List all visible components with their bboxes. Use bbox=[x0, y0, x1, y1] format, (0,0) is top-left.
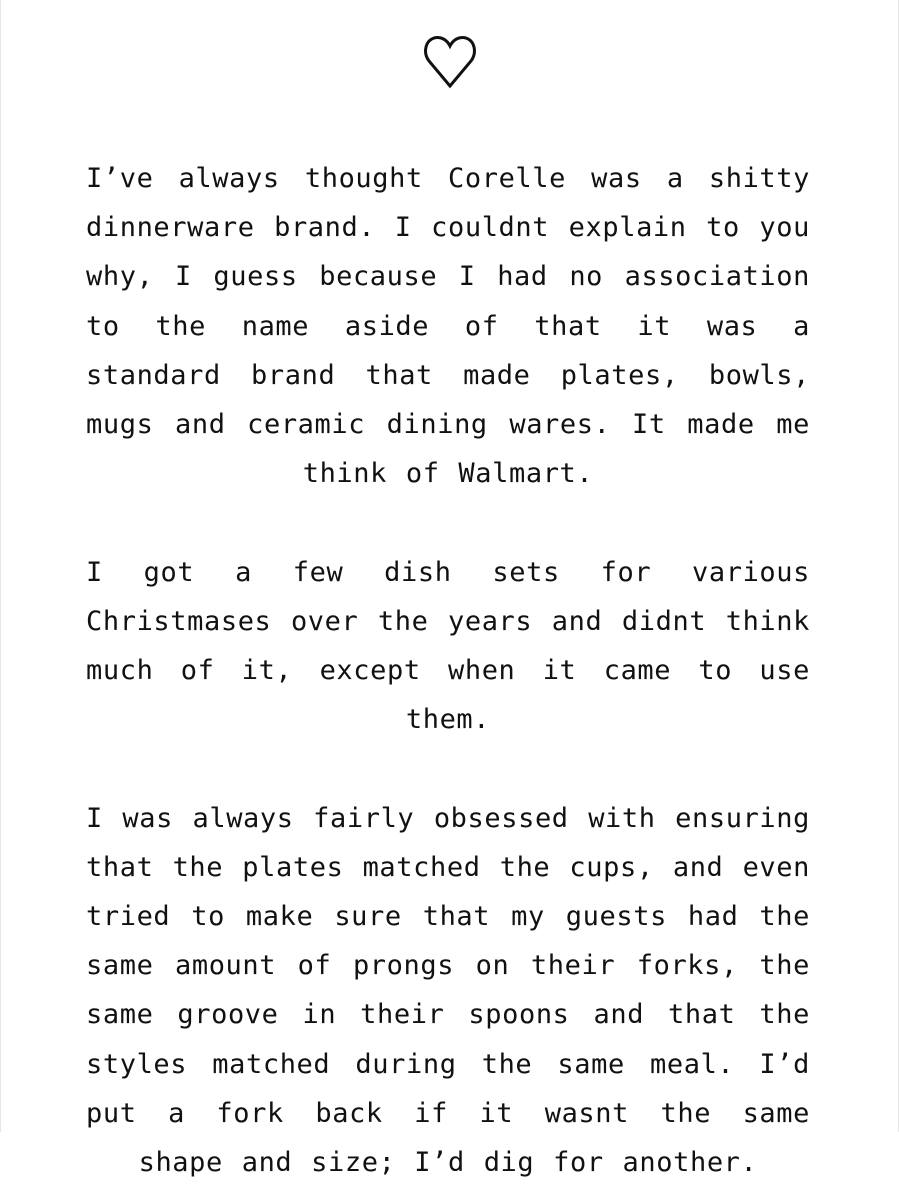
paragraph-matching-obsession: I was always fairly obsessed with ensuring that the plates matched the cups, and even tried to make sure that my guests had the same amount of prongs on their forks, the same groove in their spoons and that the styles matched during the same meal. I’d put a fork back if it wasnt the same shape and size; I’d dig for another. bbox=[86, 802, 810, 1179]
heart-ornament bbox=[0, 34, 899, 94]
heart-outline-icon bbox=[424, 34, 476, 90]
page-edge-left bbox=[0, 0, 1, 1132]
paragraph-dish-sets: I got a few dish sets for various Christmases over the years and didnt think much of it, except when it came to use them. bbox=[86, 556, 810, 736]
paragraph-corelle-opinion: I’ve always thought Corelle was a shitty dinnerware brand. I couldnt explain to you why, I guess because I had no association to the name aside of that it was a standard brand that made plates, bowls, mugs and ceramic dining wares. It made me think of Walmart. bbox=[86, 163, 810, 490]
essay-body bbox=[86, 154, 810, 1187]
